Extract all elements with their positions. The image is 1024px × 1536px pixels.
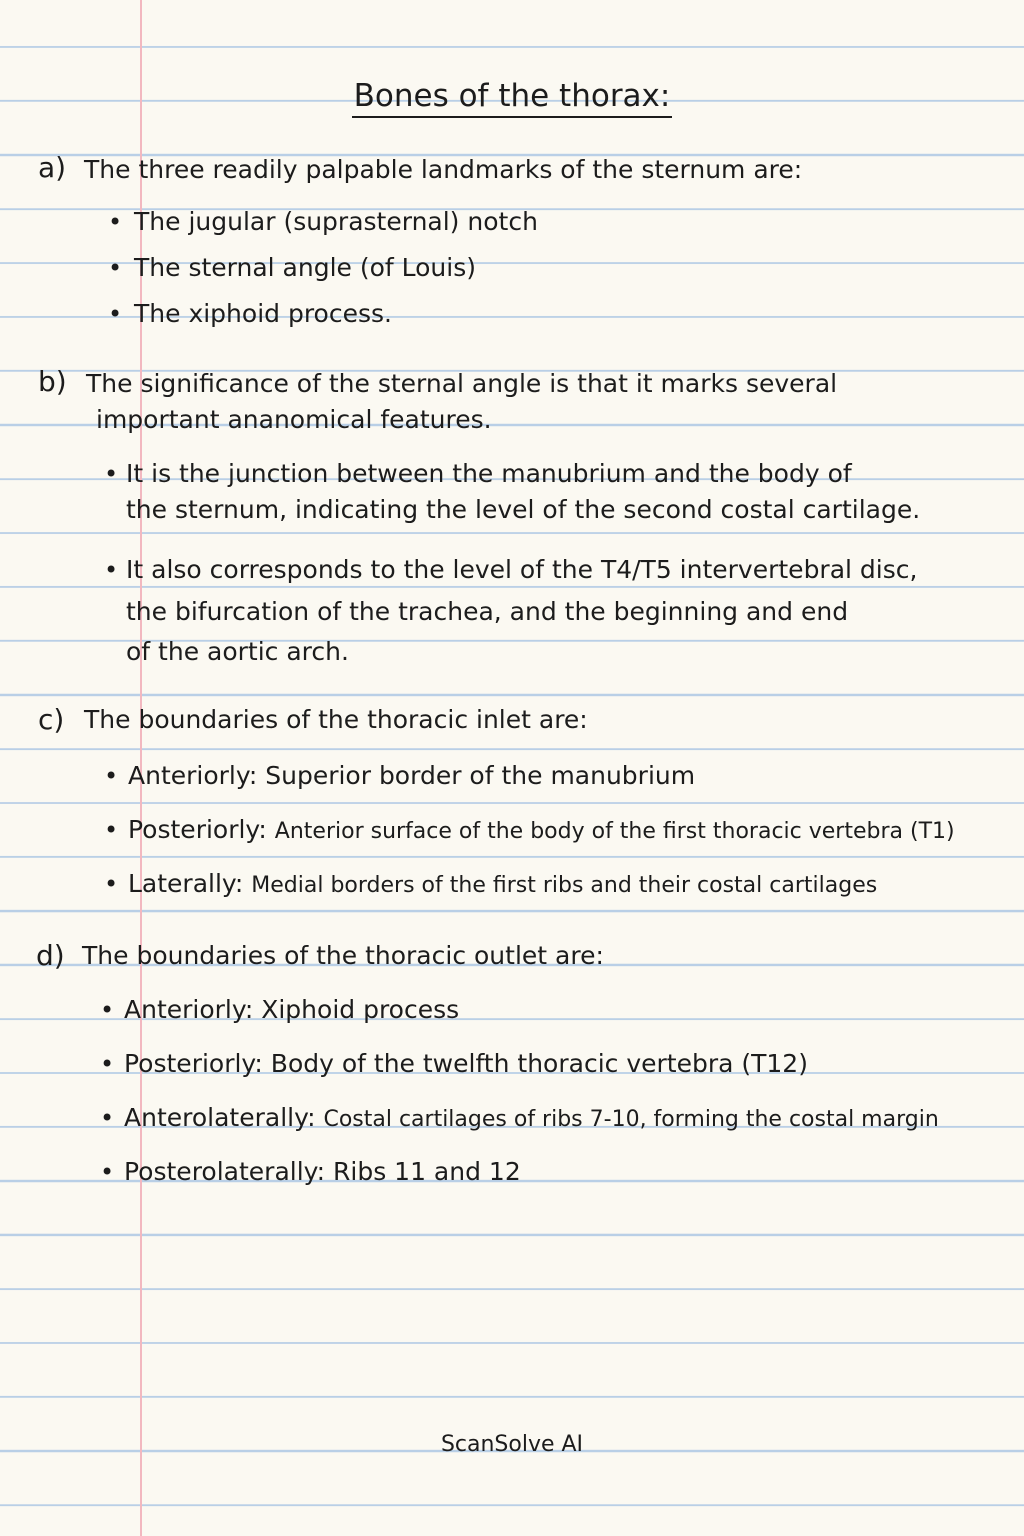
section-c-question: The boundaries of the thoracic inlet are: (84, 705, 588, 734)
section-b-bullet-2-line-1: It also corresponds to the level of the T4/T5 intervertebral disc, (126, 555, 918, 584)
section-a-question: The three readily palpable landmarks of the sternum are: (84, 155, 803, 184)
bullet-dot: • (100, 1104, 115, 1132)
bullet-term: Posteriorly: (128, 815, 267, 844)
bullet-dot: • (108, 254, 123, 282)
bullet-dot: • (104, 816, 119, 844)
bullet-dot: • (100, 1158, 115, 1186)
section-a-bullet-3: The xiphoid process. (134, 299, 392, 328)
section-d-question: The boundaries of the thoracic outlet are: (82, 941, 604, 970)
bullet-dot: • (104, 870, 119, 898)
section-b-bullet-1-line-1: It is the junction between the manubrium and the body of (126, 459, 852, 488)
section-a-bullet-2: The sternal angle (of Louis) (134, 253, 477, 282)
section-c-bullet-1 (128, 758, 695, 794)
section-a-bullet-1: The jugular (suprasternal) notch (134, 207, 538, 236)
section-d-bullet-3 (124, 1100, 939, 1138)
footer-watermark: ScanSolve AI (440, 1432, 584, 1457)
bullet-term: Posteriorly: (124, 1049, 263, 1078)
bullet-term: Anteriorly: (124, 995, 254, 1024)
bullet-dot: • (104, 762, 119, 790)
bullet-text: Body of the twelfth thoracic vertebra (T12) (270, 1049, 808, 1078)
section-a-label: a) (38, 151, 67, 184)
section-d-label: d) (36, 939, 65, 972)
section-d-bullet-2 (124, 1046, 808, 1082)
bullet-dot: • (100, 1050, 115, 1078)
section-b-label: b) (38, 365, 67, 398)
section-c-label: c) (38, 703, 65, 736)
bullet-text: Costal cartilages of ribs 7-10, forming the costal margin (323, 1107, 939, 1132)
section-d-bullet-4 (124, 1154, 521, 1190)
section-c-bullet-2 (128, 812, 955, 850)
bullet-dot: • (100, 996, 115, 1024)
bullet-dot: • (108, 208, 123, 236)
bullet-dot: • (104, 556, 119, 584)
bullet-term: Anteriorly: (128, 761, 258, 790)
bullet-text: Xiphoid process (261, 995, 460, 1024)
bullet-dot: • (108, 300, 123, 328)
section-d-bullet-1 (124, 992, 459, 1028)
bullet-text: Superior border of the manubrium (265, 761, 696, 790)
bullet-text: Medial borders of the first ribs and their costal cartilages (251, 873, 878, 898)
page-title: Bones of the thorax: (0, 78, 1024, 114)
section-b-question-line-1: The significance of the sternal angle is that it marks several (86, 369, 838, 398)
section-b-bullet-1-line-2: the sternum, indicating the level of the second costal cartilage. (126, 495, 921, 524)
bullet-dot: • (104, 460, 119, 488)
bullet-text: Anterior surface of the body of the first thoracic vertebra (T1) (274, 819, 955, 844)
section-b-bullet-2-line-3: of the aortic arch. (126, 637, 349, 666)
section-b-bullet-2-line-2: the bifurcation of the trachea, and the beginning and end (126, 597, 849, 626)
bullet-term: Anterolaterally: (124, 1103, 316, 1132)
bullet-text: Ribs 11 and 12 (333, 1157, 521, 1186)
bullet-term: Laterally: (128, 869, 244, 898)
section-b-question-line-2: important ananomical features. (96, 405, 492, 434)
section-c-bullet-3 (128, 866, 877, 904)
bullet-term: Posterolaterally: (124, 1157, 326, 1186)
